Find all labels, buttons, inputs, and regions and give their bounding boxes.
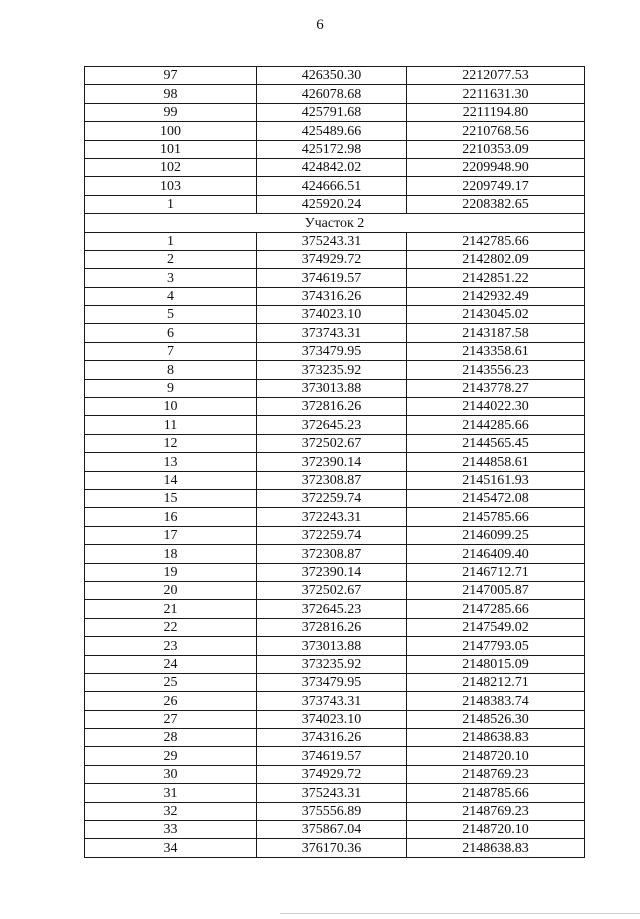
x-coordinate-cell: 375243.31	[257, 232, 407, 250]
table-row	[85, 306, 585, 324]
x-coordinate-cell: 372308.87	[257, 545, 407, 563]
coordinates-table	[84, 66, 585, 858]
x-coordinate-cell: 425172.98	[257, 140, 407, 158]
point-number-cell: 19	[85, 563, 257, 581]
x-coordinate-cell: 372502.67	[257, 434, 407, 452]
point-number-cell: 3	[85, 269, 257, 287]
y-coordinate-cell: 2142785.66	[407, 232, 585, 250]
table-row	[85, 140, 585, 158]
section-row	[85, 214, 585, 232]
table-row	[85, 821, 585, 839]
y-coordinate-cell: 2145161.93	[407, 471, 585, 489]
point-number-cell: 20	[85, 581, 257, 599]
point-number-cell: 12	[85, 434, 257, 452]
x-coordinate-cell: 374316.26	[257, 287, 407, 305]
x-coordinate-cell: 425489.66	[257, 122, 407, 140]
x-coordinate-cell: 372243.31	[257, 508, 407, 526]
y-coordinate-cell: 2209948.90	[407, 158, 585, 176]
table-row	[85, 692, 585, 710]
y-coordinate-cell: 2148638.83	[407, 839, 585, 857]
table-row	[85, 802, 585, 820]
x-coordinate-cell: 372259.74	[257, 489, 407, 507]
table-row	[85, 177, 585, 195]
y-coordinate-cell: 2143556.23	[407, 361, 585, 379]
table-row	[85, 765, 585, 783]
point-number-cell: 100	[85, 122, 257, 140]
y-coordinate-cell: 2147005.87	[407, 581, 585, 599]
table-row	[85, 379, 585, 397]
point-number-cell: 6	[85, 324, 257, 342]
y-coordinate-cell: 2210768.56	[407, 122, 585, 140]
y-coordinate-cell: 2147285.66	[407, 600, 585, 618]
point-number-cell: 16	[85, 508, 257, 526]
x-coordinate-cell: 373479.95	[257, 342, 407, 360]
table-row	[85, 398, 585, 416]
y-coordinate-cell: 2146712.71	[407, 563, 585, 581]
table-row	[85, 489, 585, 507]
x-coordinate-cell: 374929.72	[257, 250, 407, 268]
page-number: 6	[316, 17, 324, 33]
point-number-cell: 11	[85, 416, 257, 434]
y-coordinate-cell: 2148638.83	[407, 729, 585, 747]
y-coordinate-cell: 2142802.09	[407, 250, 585, 268]
x-coordinate-cell: 372259.74	[257, 526, 407, 544]
table-row	[85, 361, 585, 379]
point-number-cell: 8	[85, 361, 257, 379]
table-row	[85, 434, 585, 452]
point-number-cell: 24	[85, 655, 257, 673]
y-coordinate-cell: 2144285.66	[407, 416, 585, 434]
y-coordinate-cell: 2148720.10	[407, 747, 585, 765]
x-coordinate-cell: 374023.10	[257, 710, 407, 728]
table-row	[85, 158, 585, 176]
x-coordinate-cell: 372645.23	[257, 600, 407, 618]
y-coordinate-cell: 2148015.09	[407, 655, 585, 673]
point-number-cell: 103	[85, 177, 257, 195]
x-coordinate-cell: 372390.14	[257, 563, 407, 581]
y-coordinate-cell: 2146099.25	[407, 526, 585, 544]
point-number-cell: 32	[85, 802, 257, 820]
table-row	[85, 673, 585, 691]
y-coordinate-cell: 2147549.02	[407, 618, 585, 636]
point-number-cell: 7	[85, 342, 257, 360]
y-coordinate-cell: 2144858.61	[407, 453, 585, 471]
table-row	[85, 324, 585, 342]
table-row	[85, 618, 585, 636]
point-number-cell: 34	[85, 839, 257, 857]
point-number-cell: 26	[85, 692, 257, 710]
point-number-cell: 97	[85, 67, 257, 85]
table-row	[85, 784, 585, 802]
y-coordinate-cell: 2148383.74	[407, 692, 585, 710]
table-row	[85, 581, 585, 599]
table-row	[85, 269, 585, 287]
y-coordinate-cell: 2148212.71	[407, 673, 585, 691]
table-row	[85, 342, 585, 360]
point-number-cell: 5	[85, 306, 257, 324]
table-row	[85, 453, 585, 471]
x-coordinate-cell: 374929.72	[257, 765, 407, 783]
x-coordinate-cell: 372390.14	[257, 453, 407, 471]
y-coordinate-cell: 2210353.09	[407, 140, 585, 158]
x-coordinate-cell: 372308.87	[257, 471, 407, 489]
x-coordinate-cell: 374316.26	[257, 729, 407, 747]
table-row	[85, 416, 585, 434]
x-coordinate-cell: 424666.51	[257, 177, 407, 195]
y-coordinate-cell: 2143187.58	[407, 324, 585, 342]
y-coordinate-cell: 2142851.22	[407, 269, 585, 287]
point-number-cell: 98	[85, 85, 257, 103]
y-coordinate-cell: 2208382.65	[407, 195, 585, 213]
x-coordinate-cell: 426350.30	[257, 67, 407, 85]
table-row	[85, 471, 585, 489]
x-coordinate-cell: 373743.31	[257, 324, 407, 342]
table-row	[85, 232, 585, 250]
table-row	[85, 103, 585, 121]
point-number-cell: 29	[85, 747, 257, 765]
scan-artifact-line	[280, 913, 640, 914]
table-row	[85, 710, 585, 728]
x-coordinate-cell: 373479.95	[257, 673, 407, 691]
x-coordinate-cell: 373013.88	[257, 379, 407, 397]
x-coordinate-cell: 425791.68	[257, 103, 407, 121]
y-coordinate-cell: 2144022.30	[407, 398, 585, 416]
x-coordinate-cell: 372816.26	[257, 398, 407, 416]
coordinates-table-body	[85, 67, 585, 858]
point-number-cell: 31	[85, 784, 257, 802]
point-number-cell: 1	[85, 232, 257, 250]
x-coordinate-cell: 375867.04	[257, 821, 407, 839]
table-row	[85, 637, 585, 655]
point-number-cell: 99	[85, 103, 257, 121]
x-coordinate-cell: 374619.57	[257, 747, 407, 765]
point-number-cell: 10	[85, 398, 257, 416]
table-row	[85, 655, 585, 673]
y-coordinate-cell: 2142932.49	[407, 287, 585, 305]
y-coordinate-cell: 2147793.05	[407, 637, 585, 655]
y-coordinate-cell: 2146409.40	[407, 545, 585, 563]
table-row	[85, 287, 585, 305]
point-number-cell: 28	[85, 729, 257, 747]
y-coordinate-cell: 2148526.30	[407, 710, 585, 728]
table-row	[85, 729, 585, 747]
point-number-cell: 22	[85, 618, 257, 636]
x-coordinate-cell: 375556.89	[257, 802, 407, 820]
x-coordinate-cell: 376170.36	[257, 839, 407, 857]
table-row	[85, 195, 585, 213]
x-coordinate-cell: 425920.24	[257, 195, 407, 213]
table-row	[85, 67, 585, 85]
x-coordinate-cell: 424842.02	[257, 158, 407, 176]
table-row	[85, 122, 585, 140]
x-coordinate-cell: 373013.88	[257, 637, 407, 655]
table-row	[85, 747, 585, 765]
point-number-cell: 4	[85, 287, 257, 305]
table-row	[85, 85, 585, 103]
y-coordinate-cell: 2148769.23	[407, 802, 585, 820]
point-number-cell: 17	[85, 526, 257, 544]
table-row	[85, 545, 585, 563]
y-coordinate-cell: 2148785.66	[407, 784, 585, 802]
y-coordinate-cell: 2144565.45	[407, 434, 585, 452]
point-number-cell: 27	[85, 710, 257, 728]
x-coordinate-cell: 372816.26	[257, 618, 407, 636]
table-row	[85, 839, 585, 857]
x-coordinate-cell: 372645.23	[257, 416, 407, 434]
y-coordinate-cell: 2212077.53	[407, 67, 585, 85]
section-title: Участок 2	[85, 214, 585, 232]
x-coordinate-cell: 372502.67	[257, 581, 407, 599]
y-coordinate-cell: 2211631.30	[407, 85, 585, 103]
point-number-cell: 13	[85, 453, 257, 471]
y-coordinate-cell: 2148769.23	[407, 765, 585, 783]
point-number-cell: 30	[85, 765, 257, 783]
point-number-cell: 14	[85, 471, 257, 489]
point-number-cell: 102	[85, 158, 257, 176]
point-number-cell: 101	[85, 140, 257, 158]
point-number-cell: 1	[85, 195, 257, 213]
y-coordinate-cell: 2143045.02	[407, 306, 585, 324]
x-coordinate-cell: 426078.68	[257, 85, 407, 103]
table-row	[85, 508, 585, 526]
table-row	[85, 600, 585, 618]
x-coordinate-cell: 374619.57	[257, 269, 407, 287]
x-coordinate-cell: 375243.31	[257, 784, 407, 802]
point-number-cell: 33	[85, 821, 257, 839]
table-row	[85, 526, 585, 544]
x-coordinate-cell: 373235.92	[257, 361, 407, 379]
point-number-cell: 25	[85, 673, 257, 691]
point-number-cell: 18	[85, 545, 257, 563]
x-coordinate-cell: 373743.31	[257, 692, 407, 710]
point-number-cell: 23	[85, 637, 257, 655]
y-coordinate-cell: 2145785.66	[407, 508, 585, 526]
y-coordinate-cell: 2148720.10	[407, 821, 585, 839]
point-number-cell: 9	[85, 379, 257, 397]
y-coordinate-cell: 2143778.27	[407, 379, 585, 397]
x-coordinate-cell: 374023.10	[257, 306, 407, 324]
y-coordinate-cell: 2209749.17	[407, 177, 585, 195]
point-number-cell: 15	[85, 489, 257, 507]
point-number-cell: 2	[85, 250, 257, 268]
y-coordinate-cell: 2145472.08	[407, 489, 585, 507]
point-number-cell: 21	[85, 600, 257, 618]
table-row	[85, 250, 585, 268]
x-coordinate-cell: 373235.92	[257, 655, 407, 673]
table-row	[85, 563, 585, 581]
y-coordinate-cell: 2143358.61	[407, 342, 585, 360]
y-coordinate-cell: 2211194.80	[407, 103, 585, 121]
